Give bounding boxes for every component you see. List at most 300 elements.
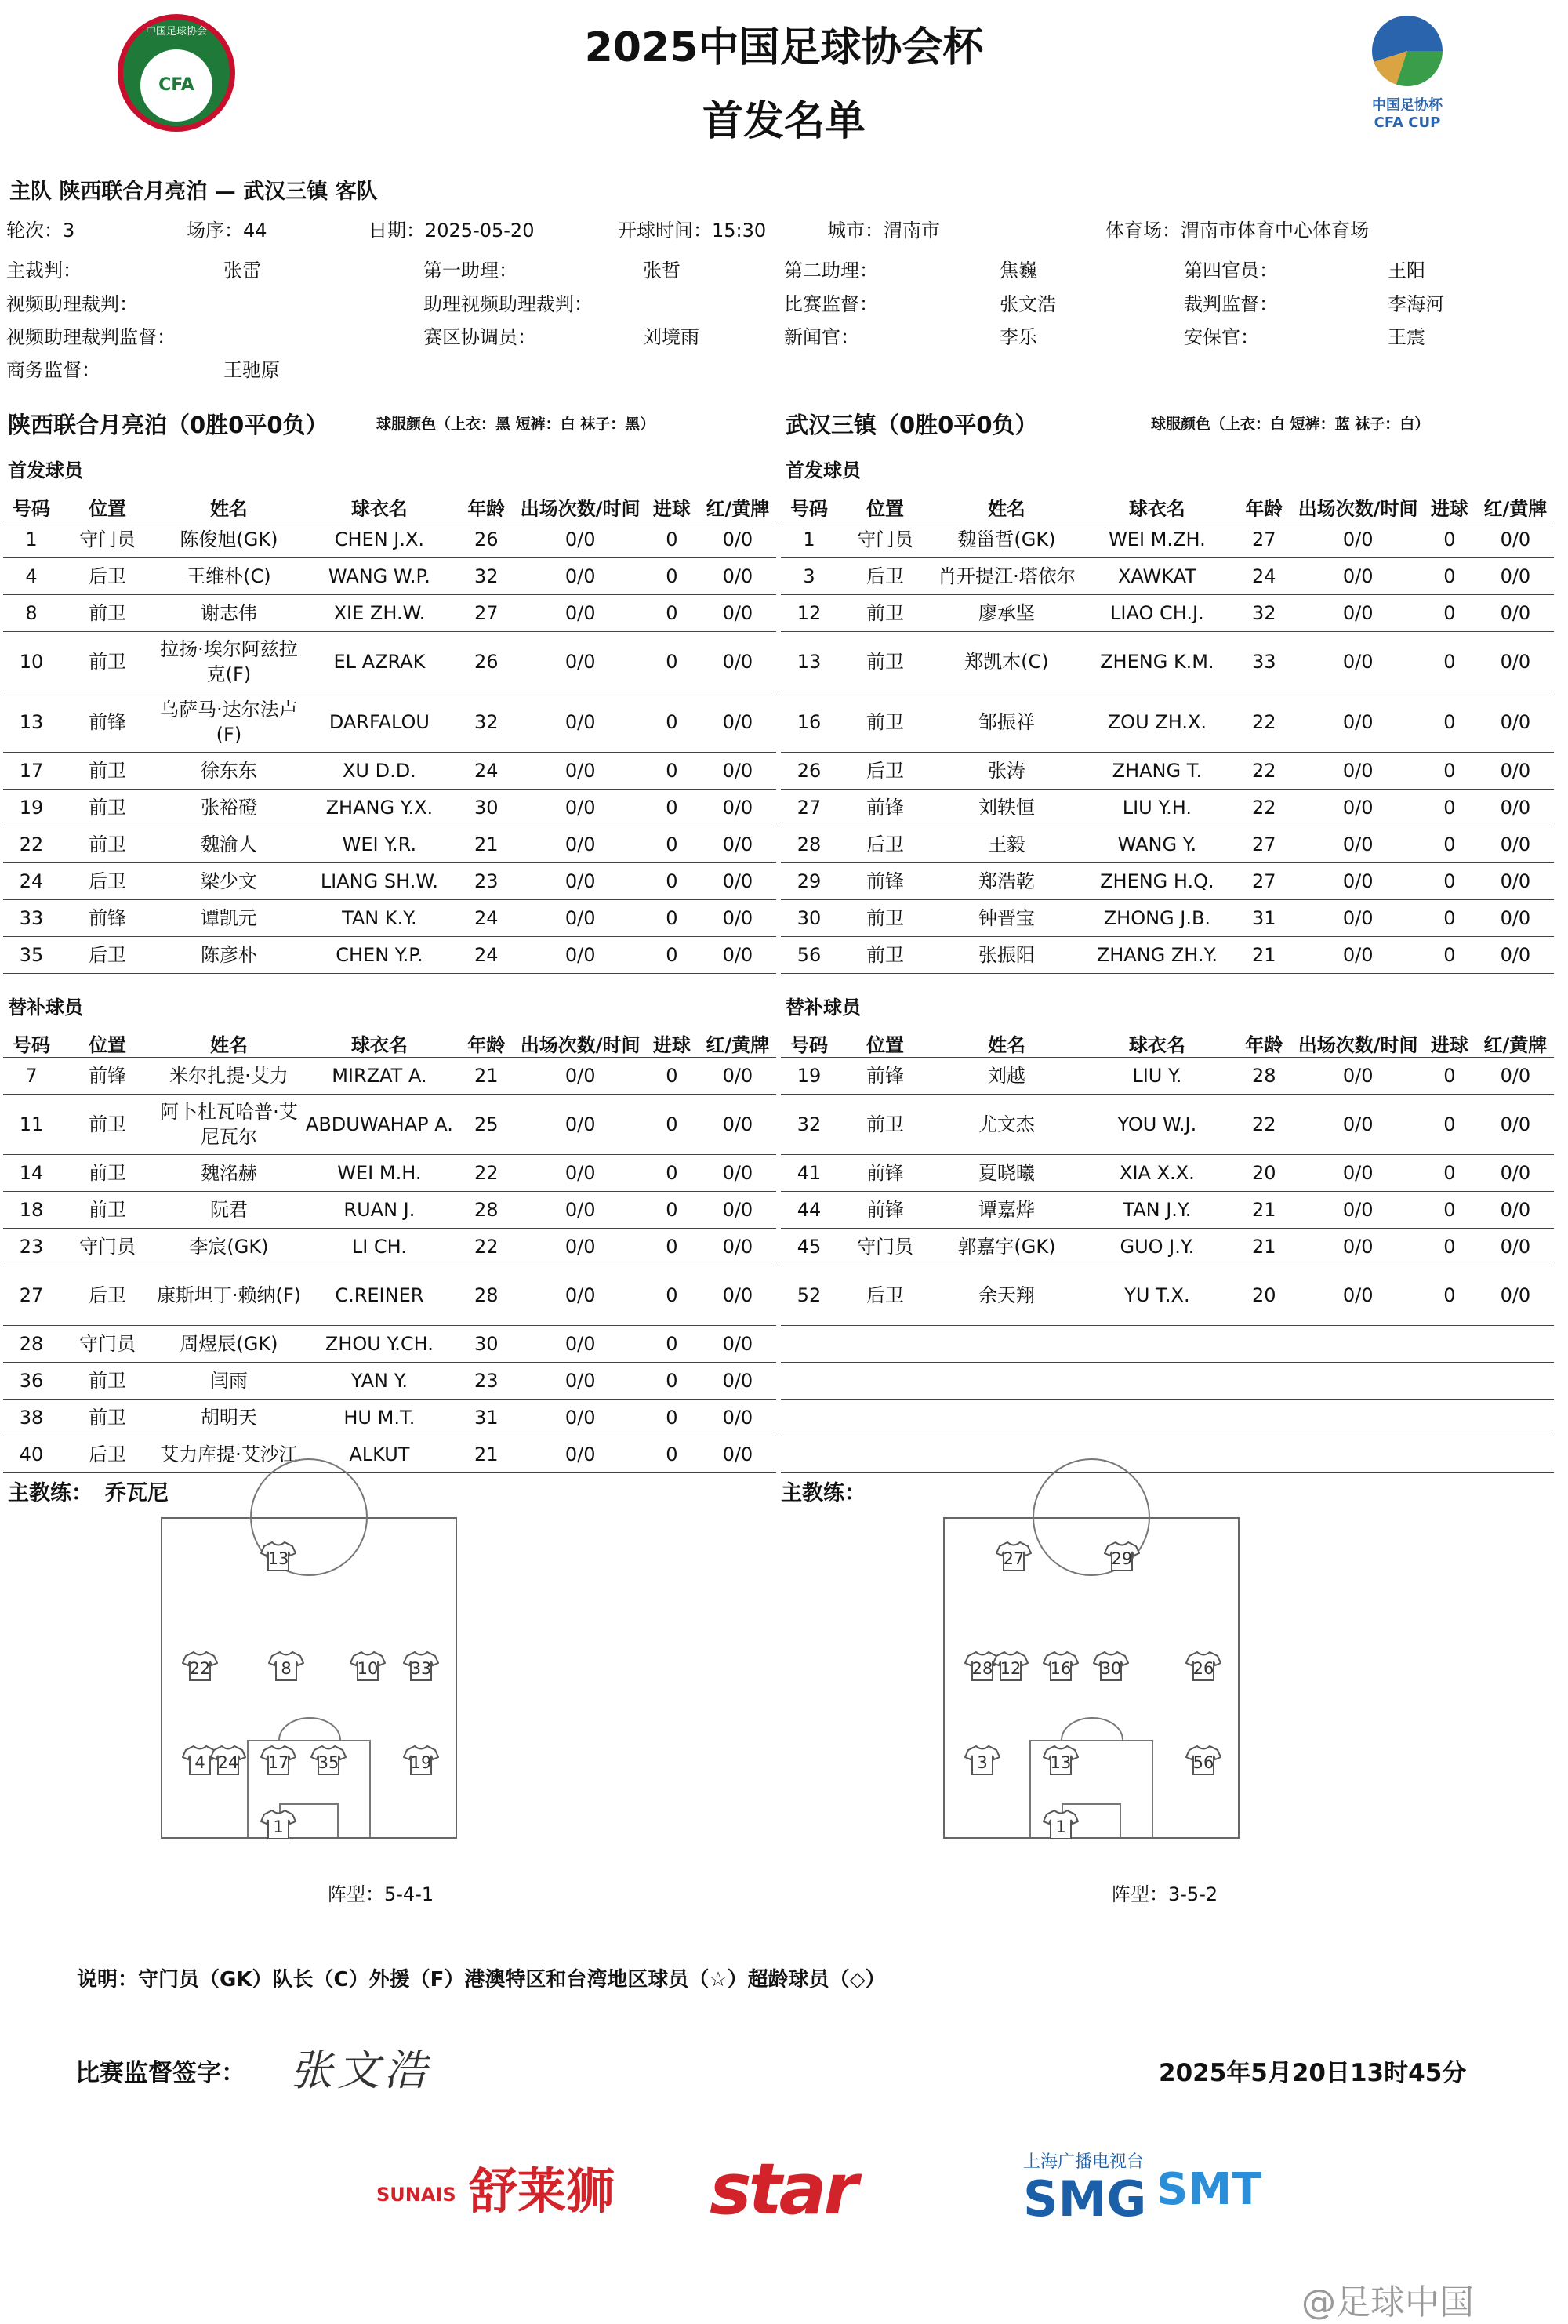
official-value: 张文浩: [1000, 293, 1056, 315]
cell-name: 谭凯元: [155, 900, 303, 937]
cell-name: 梁少文: [155, 863, 303, 900]
cell-appearances: 0/0: [516, 1192, 644, 1229]
cfa-cup-logo: [1348, 13, 1466, 138]
player-shirt: [268, 1650, 304, 1682]
match-date: 日期：2025-05-20: [368, 220, 535, 241]
table-header: [3, 492, 776, 521]
home-team-name: 陕西联合月亮泊（0胜0平0负）: [8, 412, 328, 438]
cell-goals: 0: [644, 1400, 699, 1436]
table-row: [781, 1155, 1554, 1192]
cell-age: 32: [1234, 595, 1294, 632]
cell-name: 邹振祥: [933, 692, 1080, 753]
cell-goals: 0: [644, 1192, 699, 1229]
player-shirt: [1043, 1745, 1079, 1776]
cell-position: 前卫: [837, 692, 933, 753]
column-header-shirt-name: 球衣名: [1080, 1029, 1234, 1058]
sponsor-star: star: [710, 2148, 855, 2231]
cell-number: 4: [3, 558, 60, 595]
cell-appearances: 0/0: [516, 1436, 644, 1473]
cell-cards: 0/0: [699, 1229, 776, 1265]
sponsor-smg-cn: 上海广播电视台: [1023, 2152, 1145, 2172]
column-header-cards: 红/黄牌: [1477, 1029, 1554, 1058]
table-row: [781, 790, 1554, 826]
away-formation-pitch: [943, 1517, 1240, 1839]
cell-cards: 0/0: [699, 558, 776, 595]
shirt-number: 1: [1055, 1817, 1066, 1836]
column-header-cards: 红/黄牌: [1477, 492, 1554, 521]
shirt-number: 29: [1111, 1549, 1133, 1568]
cell-appearances: 0/0: [1294, 900, 1422, 937]
cell-position: 前卫: [60, 1155, 155, 1192]
cell-age: 27: [456, 595, 516, 632]
cell-cards: 0/0: [1477, 521, 1554, 558]
away-team-name: 武汉三镇（0胜0平0负）: [786, 412, 1038, 438]
column-header-appearances: 出场次数/时间: [516, 1029, 644, 1058]
cell-age: 26: [456, 632, 516, 692]
cell-cards: 0/0: [699, 1095, 776, 1155]
cell-position: 前锋: [837, 1192, 933, 1229]
cell-number: 18: [3, 1192, 60, 1229]
cell-position: 后卫: [837, 826, 933, 863]
cell-age: 27: [1234, 521, 1294, 558]
empty-cell: [781, 1400, 1554, 1436]
column-header-goals: 进球: [644, 1029, 699, 1058]
cell-age: 24: [456, 753, 516, 790]
cell-goals: 0: [644, 595, 699, 632]
empty-cell: [781, 1363, 1554, 1400]
cell-name: 王毅: [933, 826, 1080, 863]
cell-position: 前锋: [837, 790, 933, 826]
cup-ball-icon: [1372, 16, 1443, 86]
cell-number: 30: [781, 900, 837, 937]
cell-appearances: 0/0: [1294, 1229, 1422, 1265]
cell-appearances: 0/0: [516, 692, 644, 753]
cell-shirt-name: TAN K.Y.: [303, 900, 456, 937]
cell-number: 56: [781, 937, 837, 974]
cell-goals: 0: [644, 1436, 699, 1473]
cell-position: 后卫: [60, 937, 155, 974]
cell-shirt-name: LIAO CH.J.: [1080, 595, 1234, 632]
cell-number: 24: [3, 863, 60, 900]
table-row: [3, 753, 776, 790]
cell-goals: 0: [644, 1155, 699, 1192]
cell-goals: 0: [644, 1095, 699, 1155]
cell-position: 守门员: [60, 1229, 155, 1265]
cell-position: 后卫: [837, 753, 933, 790]
home-coach-label: 主教练：: [8, 1481, 93, 1505]
cell-number: 19: [781, 1058, 837, 1095]
cell-cards: 0/0: [1477, 1155, 1554, 1192]
cup-logo-en: CFA CUP: [1374, 114, 1441, 131]
column-header-appearances: 出场次数/时间: [1294, 492, 1422, 521]
official-label: 视频助理裁判：: [6, 293, 138, 315]
cell-position: 后卫: [60, 1436, 155, 1473]
column-header-position: 位置: [837, 1029, 933, 1058]
shirt-number: 24: [217, 1753, 239, 1772]
cell-name: 郑浩乾: [933, 863, 1080, 900]
column-header-age: 年龄: [456, 1029, 516, 1058]
home-starters-label: 首发球员: [8, 459, 83, 481]
table-header: [3, 1029, 776, 1058]
column-header-shirt-name: 球衣名: [303, 492, 456, 521]
round: 轮次：3: [6, 220, 75, 241]
cell-position: 后卫: [60, 1265, 155, 1326]
cell-name: 张振阳: [933, 937, 1080, 974]
cell-shirt-name: YU T.X.: [1080, 1265, 1234, 1326]
cell-name: 张涛: [933, 753, 1080, 790]
cell-appearances: 0/0: [1294, 1095, 1422, 1155]
shirt-number: 12: [1000, 1659, 1022, 1678]
cell-shirt-name: TAN J.Y.: [1080, 1192, 1234, 1229]
cell-age: 21: [456, 826, 516, 863]
cell-goals: 0: [644, 790, 699, 826]
shirt-number: 35: [318, 1753, 339, 1772]
match-no: 场序：44: [187, 220, 267, 241]
cell-age: 28: [456, 1192, 516, 1229]
away-kit-colors: 球服颜色（上衣：白 短裤：蓝 袜子：白）: [1151, 416, 1430, 433]
cell-shirt-name: ALKUT: [303, 1436, 456, 1473]
official-value: 张雷: [223, 260, 261, 281]
cell-cards: 0/0: [699, 1058, 776, 1095]
cell-goals: 0: [644, 1058, 699, 1095]
cell-appearances: 0/0: [516, 595, 644, 632]
shirt-number: 4: [194, 1753, 205, 1772]
cell-position: 前锋: [60, 692, 155, 753]
table-row: [3, 1265, 776, 1326]
table-row: [3, 595, 776, 632]
cell-age: 24: [456, 937, 516, 974]
cell-name: 阮君: [155, 1192, 303, 1229]
cell-cards: 0/0: [1477, 1229, 1554, 1265]
cell-cards: 0/0: [1477, 826, 1554, 863]
cell-number: 16: [781, 692, 837, 753]
column-header-cards: 红/黄牌: [699, 1029, 776, 1058]
table-header: [781, 1029, 1554, 1058]
cell-number: 12: [781, 595, 837, 632]
table-row: [3, 1095, 776, 1155]
cell-shirt-name: ABDUWAHAP A.: [303, 1095, 456, 1155]
column-header-age: 年龄: [1234, 492, 1294, 521]
cell-name: 阿卜杜瓦哈普·艾尼瓦尔: [155, 1095, 303, 1155]
column-header-number: 号码: [781, 492, 837, 521]
cell-appearances: 0/0: [1294, 1058, 1422, 1095]
shirt-number: 16: [1050, 1659, 1072, 1678]
player-shirt: [1043, 1809, 1079, 1840]
official-label: 主裁判：: [6, 260, 82, 281]
shirt-number: 8: [281, 1659, 292, 1678]
player-shirt: [1043, 1650, 1079, 1682]
cell-number: 36: [3, 1363, 60, 1400]
cell-shirt-name: CHEN Y.P.: [303, 937, 456, 974]
cell-number: 26: [781, 753, 837, 790]
cell-number: 45: [781, 1229, 837, 1265]
player-shirt: [182, 1650, 218, 1682]
home-formation-pitch: [161, 1517, 457, 1839]
column-header-name: 姓名: [155, 1029, 303, 1058]
cell-goals: 0: [644, 558, 699, 595]
official-label: 安保官：: [1184, 326, 1259, 348]
cell-cards: 0/0: [1477, 1095, 1554, 1155]
cell-position: 后卫: [60, 558, 155, 595]
cell-name: 尤文杰: [933, 1095, 1080, 1155]
cell-shirt-name: XAWKAT: [1080, 558, 1234, 595]
cell-goals: 0: [644, 1265, 699, 1326]
cell-name: 钟晋宝: [933, 900, 1080, 937]
page-subtitle: 首发名单: [702, 98, 866, 145]
cell-cards: 0/0: [699, 900, 776, 937]
sponsor-smt-logo: SMT: [1156, 2164, 1262, 2215]
official-label: 新闻官：: [784, 326, 859, 348]
cell-cards: 0/0: [1477, 1058, 1554, 1095]
cell-goals: 0: [644, 632, 699, 692]
cell-position: 前卫: [837, 595, 933, 632]
city: 城市：渭南市: [827, 220, 940, 241]
shirt-number: 26: [1192, 1659, 1214, 1678]
signature-label: 比赛监督签字：: [75, 2059, 245, 2087]
cell-goals: 0: [1422, 753, 1477, 790]
cell-goals: 0: [644, 826, 699, 863]
cell-cards: 0/0: [699, 790, 776, 826]
table-row: [781, 1095, 1554, 1155]
cell-shirt-name: XU D.D.: [303, 753, 456, 790]
cell-cards: 0/0: [699, 1363, 776, 1400]
player-shirt: [350, 1650, 386, 1682]
shirt-number: 1: [273, 1817, 284, 1836]
cell-appearances: 0/0: [1294, 790, 1422, 826]
cell-cards: 0/0: [1477, 790, 1554, 826]
column-header-goals: 进球: [1422, 492, 1477, 521]
cell-shirt-name: CHEN J.X.: [303, 521, 456, 558]
cell-age: 21: [456, 1436, 516, 1473]
cell-shirt-name: WEI M.ZH.: [1080, 521, 1234, 558]
away-starters-table: [781, 492, 1554, 974]
cell-appearances: 0/0: [516, 1058, 644, 1095]
cell-name: 魏洺赫: [155, 1155, 303, 1192]
cell-cards: 0/0: [1477, 863, 1554, 900]
away-starters-label: 首发球员: [786, 459, 861, 481]
table-row: [3, 1229, 776, 1265]
player-shirt: [403, 1745, 439, 1776]
cell-appearances: 0/0: [1294, 937, 1422, 974]
cell-number: 10: [3, 632, 60, 692]
home-formation: 阵型：5-4-1: [328, 1883, 434, 1905]
cell-position: 守门员: [837, 1229, 933, 1265]
cell-position: 前锋: [837, 863, 933, 900]
cell-cards: 0/0: [1477, 937, 1554, 974]
empty-row: [781, 1326, 1554, 1363]
cell-number: 17: [3, 753, 60, 790]
cell-cards: 0/0: [699, 863, 776, 900]
cell-appearances: 0/0: [1294, 826, 1422, 863]
player-shirt: [993, 1650, 1029, 1682]
cell-age: 21: [1234, 1229, 1294, 1265]
cell-appearances: 0/0: [1294, 1265, 1422, 1326]
cell-appearances: 0/0: [516, 521, 644, 558]
cell-cards: 0/0: [699, 1326, 776, 1363]
cell-name: 周煜辰(GK): [155, 1326, 303, 1363]
table-row: [781, 595, 1554, 632]
cell-goals: 0: [644, 753, 699, 790]
stadium: 体育场：渭南市体育中心体育场: [1105, 220, 1369, 241]
cell-shirt-name: ZHANG Y.X.: [303, 790, 456, 826]
cell-number: 28: [3, 1326, 60, 1363]
table-row: [3, 937, 776, 974]
cell-cards: 0/0: [699, 937, 776, 974]
cell-name: 徐东东: [155, 753, 303, 790]
column-header-goals: 进球: [644, 492, 699, 521]
player-shirt: [1104, 1541, 1140, 1572]
cell-name: 谭嘉烨: [933, 1192, 1080, 1229]
column-header-name: 姓名: [933, 492, 1080, 521]
column-header-position: 位置: [60, 1029, 155, 1058]
cell-position: 后卫: [60, 863, 155, 900]
cell-shirt-name: ZHENG K.M.: [1080, 632, 1234, 692]
cell-appearances: 0/0: [516, 826, 644, 863]
cell-shirt-name: WANG Y.: [1080, 826, 1234, 863]
table-row: [3, 558, 776, 595]
cell-shirt-name: EL AZRAK: [303, 632, 456, 692]
cell-goals: 0: [644, 1363, 699, 1400]
cell-goals: 0: [1422, 558, 1477, 595]
home-subs-label: 替补球员: [8, 997, 83, 1019]
cell-age: 30: [456, 790, 516, 826]
cell-name: 米尔扎提·艾力: [155, 1058, 303, 1095]
empty-row: [781, 1363, 1554, 1400]
cell-appearances: 0/0: [1294, 1192, 1422, 1229]
cell-appearances: 0/0: [516, 937, 644, 974]
column-header-age: 年龄: [456, 492, 516, 521]
official-value: 焦巍: [1000, 260, 1037, 281]
cell-number: 1: [781, 521, 837, 558]
table-row: [3, 1058, 776, 1095]
sponsor-sunais-en: SUNAIS: [376, 2184, 456, 2206]
shirt-number: 33: [410, 1659, 432, 1678]
cell-shirt-name: YAN Y.: [303, 1363, 456, 1400]
cell-name: 夏晓曦: [933, 1155, 1080, 1192]
cell-appearances: 0/0: [1294, 632, 1422, 692]
player-shirt: [1185, 1650, 1221, 1682]
shirt-number: 30: [1100, 1659, 1122, 1678]
cell-age: 22: [1234, 753, 1294, 790]
cell-appearances: 0/0: [516, 1400, 644, 1436]
sponsor-sunais-cn: 舒莱狮: [469, 2162, 615, 2220]
home-coach-name: 乔瓦尼: [105, 1481, 169, 1505]
cfa-logo: [118, 14, 235, 132]
signature-time: 2025年5月20日13时45分: [1159, 2059, 1467, 2087]
cell-appearances: 0/0: [1294, 692, 1422, 753]
cell-goals: 0: [1422, 1192, 1477, 1229]
away-subs-label: 替补球员: [786, 997, 861, 1019]
official-label: 商务监督：: [6, 359, 100, 381]
cell-shirt-name: ZOU ZH.X.: [1080, 692, 1234, 753]
cell-goals: 0: [1422, 1155, 1477, 1192]
cell-age: 21: [1234, 1192, 1294, 1229]
cell-cards: 0/0: [699, 1400, 776, 1436]
cell-position: 守门员: [60, 1326, 155, 1363]
cell-position: 前锋: [837, 1155, 933, 1192]
cell-cards: 0/0: [699, 826, 776, 863]
cell-name: 闫雨: [155, 1363, 303, 1400]
cell-shirt-name: GUO J.Y.: [1080, 1229, 1234, 1265]
cell-cards: 0/0: [1477, 558, 1554, 595]
cell-age: 20: [1234, 1265, 1294, 1326]
cell-shirt-name: HU M.T.: [303, 1400, 456, 1436]
table-row: [781, 1058, 1554, 1095]
cell-cards: 0/0: [699, 521, 776, 558]
watermark: @足球中国: [1301, 2282, 1474, 2322]
player-shirt: [260, 1809, 296, 1840]
cell-position: 守门员: [60, 521, 155, 558]
column-header-position: 位置: [60, 492, 155, 521]
cell-shirt-name: LIANG SH.W.: [303, 863, 456, 900]
cell-shirt-name: LIU Y.: [1080, 1058, 1234, 1095]
shirt-number: 19: [410, 1753, 432, 1772]
kickoff-time: 开球时间：15:30: [618, 220, 767, 241]
player-shirt: [260, 1541, 296, 1572]
cell-name: 魏渝人: [155, 826, 303, 863]
cell-name: 艾力库提·艾沙江: [155, 1436, 303, 1473]
signature: 张文浩: [290, 2046, 431, 2095]
cell-number: 14: [3, 1155, 60, 1192]
column-header-name: 姓名: [155, 492, 303, 521]
home-starters-table: [3, 492, 776, 974]
table-row: [781, 900, 1554, 937]
official-value: 王阳: [1388, 260, 1425, 281]
cell-goals: 0: [1422, 790, 1477, 826]
shirt-number: 3: [977, 1753, 988, 1772]
official-label: 第二助理：: [784, 260, 878, 281]
official-label: 第四官员：: [1184, 260, 1278, 281]
cup-logo-cn: 中国足协杯: [1372, 97, 1443, 114]
cell-position: 前卫: [60, 826, 155, 863]
player-shirt: [1093, 1650, 1129, 1682]
cell-position: 前锋: [837, 1058, 933, 1095]
legend-note: 说明：守门员（GK）队长（C）外援（F）港澳特区和台湾地区球员（☆）超龄球员（◇）: [77, 1968, 886, 1992]
player-shirt: [403, 1650, 439, 1682]
cell-cards: 0/0: [699, 753, 776, 790]
cell-age: 31: [1234, 900, 1294, 937]
cell-name: 刘越: [933, 1058, 1080, 1095]
cell-number: 35: [3, 937, 60, 974]
cell-cards: 0/0: [1477, 595, 1554, 632]
cell-position: 前卫: [60, 632, 155, 692]
cell-number: 27: [781, 790, 837, 826]
cell-goals: 0: [1422, 595, 1477, 632]
cell-name: 刘轶恒: [933, 790, 1080, 826]
column-header-appearances: 出场次数/时间: [1294, 1029, 1422, 1058]
cell-shirt-name: ZHENG H.Q.: [1080, 863, 1234, 900]
cell-name: 陈彦朴: [155, 937, 303, 974]
cell-number: 8: [3, 595, 60, 632]
cell-goals: 0: [1422, 863, 1477, 900]
column-header-name: 姓名: [933, 1029, 1080, 1058]
cell-age: 23: [456, 863, 516, 900]
cell-position: 前卫: [837, 937, 933, 974]
away-coach-label: 主教练：: [781, 1481, 866, 1505]
cell-age: 27: [1234, 826, 1294, 863]
cell-goals: 0: [1422, 692, 1477, 753]
table-row: [3, 826, 776, 863]
player-shirt: [964, 1745, 1000, 1776]
cell-age: 22: [1234, 1095, 1294, 1155]
cell-position: 前锋: [60, 1058, 155, 1095]
cell-age: 31: [456, 1400, 516, 1436]
cell-cards: 0/0: [1477, 1265, 1554, 1326]
table-row: [781, 692, 1554, 753]
cell-shirt-name: RUAN J.: [303, 1192, 456, 1229]
cell-appearances: 0/0: [516, 1265, 644, 1326]
cell-age: 24: [1234, 558, 1294, 595]
